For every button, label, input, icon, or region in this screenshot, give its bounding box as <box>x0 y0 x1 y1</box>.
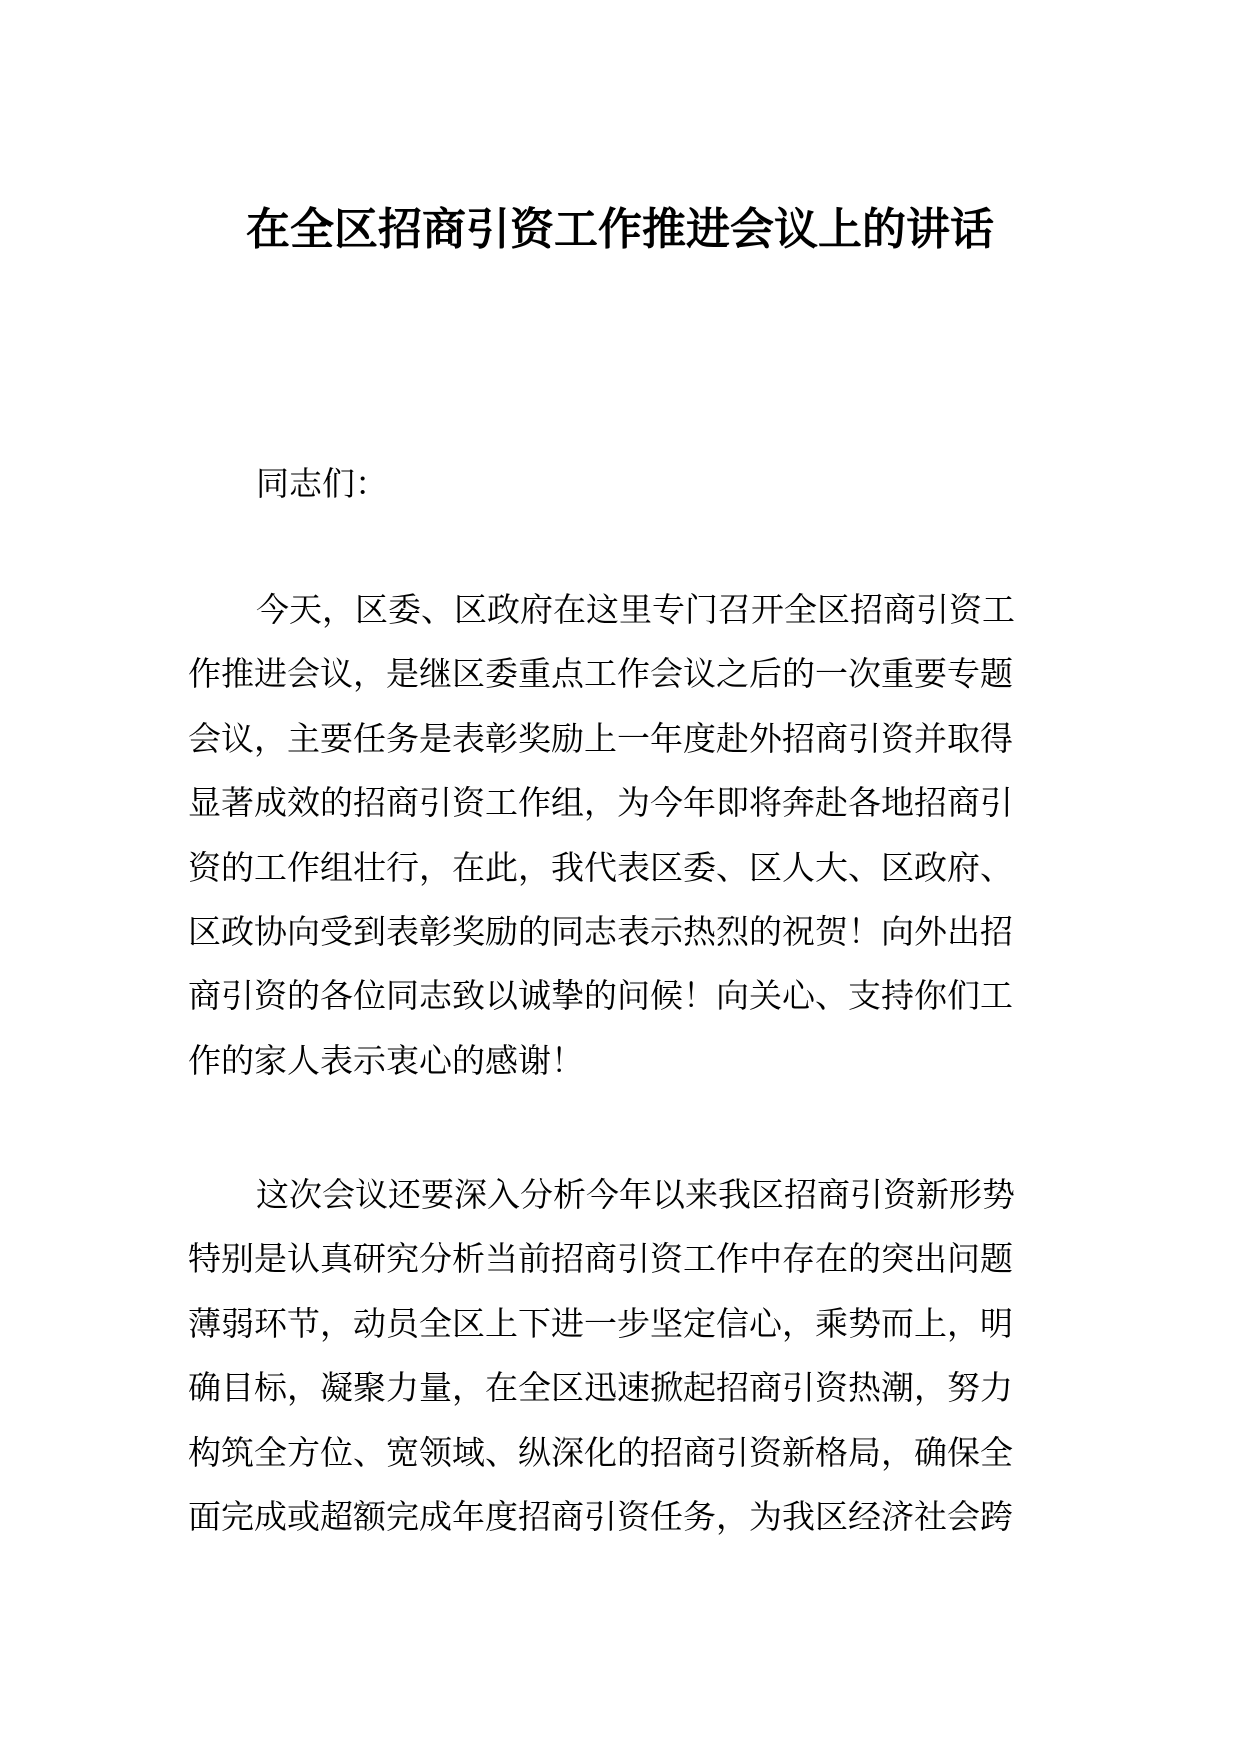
paragraph-line: 会议，主要任务是表彰奖励上一年度赴外招商引资并取得 <box>188 718 1013 758</box>
paragraph-line: 显著成效的招商引资工作组，为今年即将奔赴各地招商引 <box>188 783 1013 823</box>
paragraph-line: 作推进会议，是继区委重点工作会议之后的一次重要专题 <box>188 654 1013 694</box>
paragraph-line: 薄弱环节，动员全区上下进一步坚定信心，乘势而上，明 <box>188 1303 1013 1343</box>
paragraph-line: 确目标，凝聚力量，在全区迅速掀起招商引资热潮，努力 <box>188 1368 1013 1408</box>
paragraph-line: 构筑全方位、宽领域、纵深化的招商引资新格局，确保全 <box>188 1432 1013 1472</box>
salutation-block <box>188 452 1068 516</box>
document-title: 在全区招商引资工作推进会议上的讲话 <box>246 204 994 255</box>
paragraph-2 <box>188 1163 1068 1549</box>
paragraph-line: 面完成或超额完成年度招商引资任务，为我区经济社会跨 <box>188 1496 1013 1536</box>
paragraph-line: 区政协向受到表彰奖励的同志表示热烈的祝贺！向外出招 <box>188 911 1013 951</box>
paragraph-line: 今天，区委、区政府在这里专门召开全区招商引资工 <box>256 590 1015 629</box>
paragraph-1 <box>188 578 1068 1093</box>
paragraph-line: 这次会议还要深入分析今年以来我区招商引资新形势 <box>256 1175 1015 1214</box>
paragraph-line: 商引资的各位同志致以诚挚的问候！向关心、支持你们工 <box>188 976 1013 1016</box>
paragraph-line: 特别是认真研究分析当前招商引资工作中存在的突出问题 <box>188 1239 1013 1279</box>
paragraph-line: 资的工作组壮行，在此，我代表区委、区人大、区政府、 <box>188 847 1013 887</box>
salutation: 同志们： <box>256 464 388 503</box>
paragraph-line: 作的家人表示衷心的感谢！ <box>188 1040 584 1080</box>
